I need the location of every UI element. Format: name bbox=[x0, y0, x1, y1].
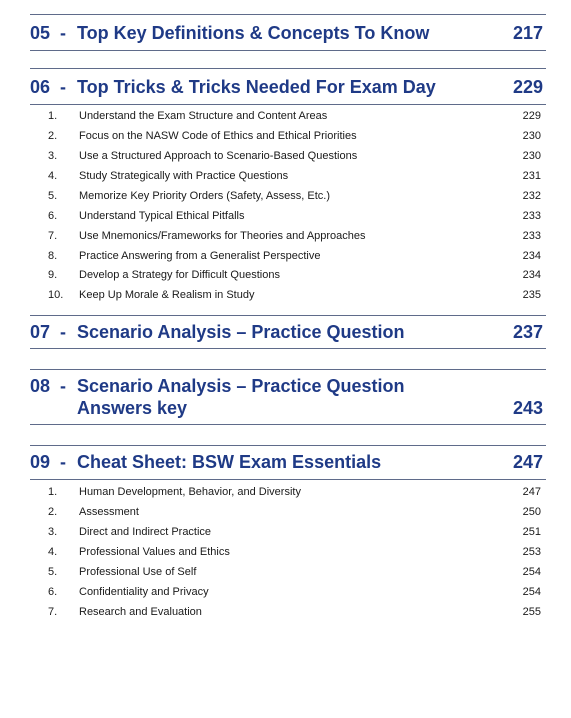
chapter-title: Cheat Sheet: BSW Exam Essentials bbox=[77, 452, 382, 472]
chapter-page-number: 217 bbox=[512, 23, 543, 43]
item-title: Use Mnemonics/Frameworks for Theories and Approaches bbox=[79, 230, 366, 242]
item-page-number: 255 bbox=[522, 606, 541, 618]
item-title: Study Strategically with Practice Questions bbox=[79, 170, 289, 182]
item-title: Keep Up Morale & Realism in Study bbox=[79, 289, 255, 301]
item-page-number: 251 bbox=[522, 526, 541, 538]
item-title: Professional Values and Ethics bbox=[79, 546, 230, 558]
item-page-number: 235 bbox=[522, 289, 541, 301]
chapter-divider bbox=[30, 348, 546, 349]
item-title: Research and Evaluation bbox=[79, 606, 202, 618]
chapter-page-number: 247 bbox=[512, 452, 543, 472]
chapter-dash: - bbox=[60, 23, 66, 43]
list-item[interactable] bbox=[30, 285, 546, 305]
item-page-number: 230 bbox=[522, 130, 541, 142]
chapter-divider bbox=[30, 50, 546, 51]
list-item[interactable] bbox=[30, 265, 546, 285]
item-title: Human Development, Behavior, and Diversity bbox=[79, 486, 301, 498]
item-title: Assessment bbox=[79, 506, 139, 518]
item-number: 2. bbox=[48, 130, 58, 142]
item-page-number: 233 bbox=[522, 210, 541, 222]
item-page-number: 232 bbox=[522, 190, 541, 202]
item-page-number: 231 bbox=[522, 170, 541, 182]
chapter-divider bbox=[30, 479, 546, 480]
item-page-number: 230 bbox=[522, 150, 541, 162]
chapter-page-number: 229 bbox=[512, 77, 543, 97]
list-item[interactable] bbox=[30, 106, 546, 126]
list-item[interactable] bbox=[30, 522, 546, 542]
chapter-divider bbox=[30, 68, 546, 69]
item-number: 2. bbox=[48, 506, 58, 518]
chapter-number: 05 bbox=[30, 23, 51, 43]
item-title: Practice Answering from a Generalist Perspective bbox=[79, 250, 321, 262]
item-number: 10. bbox=[48, 289, 64, 301]
chapter-divider bbox=[30, 424, 546, 425]
list-item[interactable] bbox=[30, 502, 546, 522]
item-title: Develop a Strategy for Difficult Questions bbox=[79, 269, 280, 281]
chapter-dash: - bbox=[60, 322, 66, 342]
item-page-number: 247 bbox=[522, 486, 541, 498]
chapter-title-continued: Answers key bbox=[77, 398, 188, 418]
item-page-number: 250 bbox=[522, 506, 541, 518]
list-item[interactable] bbox=[30, 582, 546, 602]
item-title: Use a Structured Approach to Scenario-Based Questions bbox=[79, 150, 358, 162]
item-title: Memorize Key Priority Orders (Safety, Assess, Etc.) bbox=[79, 190, 331, 202]
chapter-page-number: 237 bbox=[512, 322, 543, 342]
chapter-number: 06 bbox=[30, 77, 51, 97]
item-number: 1. bbox=[48, 486, 58, 498]
list-item[interactable] bbox=[30, 146, 546, 166]
chapter-dash: - bbox=[60, 77, 66, 97]
list-item[interactable] bbox=[30, 562, 546, 582]
item-number: 5. bbox=[48, 190, 58, 202]
list-item[interactable] bbox=[30, 206, 546, 226]
chapter-number: 08 bbox=[30, 376, 51, 396]
chapter-divider bbox=[30, 14, 546, 15]
item-number: 9. bbox=[48, 269, 58, 281]
list-item[interactable] bbox=[30, 166, 546, 186]
chapter-title: Top Key Definitions & Concepts To Know bbox=[77, 23, 430, 43]
item-page-number: 254 bbox=[522, 566, 541, 578]
item-page-number: 234 bbox=[522, 250, 541, 262]
item-number: 5. bbox=[48, 566, 58, 578]
chapter-title: Scenario Analysis – Practice Question bbox=[77, 322, 405, 342]
item-title: Understand the Exam Structure and Content Areas bbox=[79, 110, 328, 122]
list-item[interactable] bbox=[30, 226, 546, 246]
item-number: 1. bbox=[48, 110, 58, 122]
item-page-number: 254 bbox=[522, 586, 541, 598]
chapter-divider bbox=[30, 315, 546, 316]
chapter-page-number: 243 bbox=[512, 398, 543, 418]
list-item[interactable] bbox=[30, 126, 546, 146]
item-title: Understand Typical Ethical Pitfalls bbox=[79, 210, 245, 222]
item-number: 8. bbox=[48, 250, 58, 262]
chapter-number: 07 bbox=[30, 322, 51, 342]
chapter-dash: - bbox=[60, 376, 66, 396]
item-title: Focus on the NASW Code of Ethics and Ethical Priorities bbox=[79, 130, 357, 142]
item-title: Professional Use of Self bbox=[79, 566, 197, 578]
item-page-number: 234 bbox=[522, 269, 541, 281]
item-title: Direct and Indirect Practice bbox=[79, 526, 212, 538]
item-number: 6. bbox=[48, 586, 58, 598]
chapter-divider bbox=[30, 445, 546, 446]
item-number: 7. bbox=[48, 606, 58, 618]
item-number: 7. bbox=[48, 230, 58, 242]
list-item[interactable] bbox=[30, 246, 546, 266]
chapter-divider bbox=[30, 369, 546, 370]
list-item[interactable] bbox=[30, 186, 546, 206]
item-number: 6. bbox=[48, 210, 58, 222]
item-page-number: 253 bbox=[522, 546, 541, 558]
chapter-dash: - bbox=[60, 452, 66, 472]
item-title: Confidentiality and Privacy bbox=[79, 586, 209, 598]
chapter-title: Scenario Analysis – Practice Question bbox=[77, 376, 405, 396]
item-number: 3. bbox=[48, 526, 58, 538]
chapter-title: Top Tricks & Tricks Needed For Exam Day bbox=[77, 77, 436, 97]
chapter-divider bbox=[30, 104, 546, 105]
list-item[interactable] bbox=[30, 482, 546, 502]
item-number: 4. bbox=[48, 170, 58, 182]
item-page-number: 233 bbox=[522, 230, 541, 242]
item-number: 3. bbox=[48, 150, 58, 162]
item-page-number: 229 bbox=[522, 110, 541, 122]
chapter-number: 09 bbox=[30, 452, 51, 472]
list-item[interactable] bbox=[30, 602, 546, 622]
list-item[interactable] bbox=[30, 542, 546, 562]
item-number: 4. bbox=[48, 546, 58, 558]
